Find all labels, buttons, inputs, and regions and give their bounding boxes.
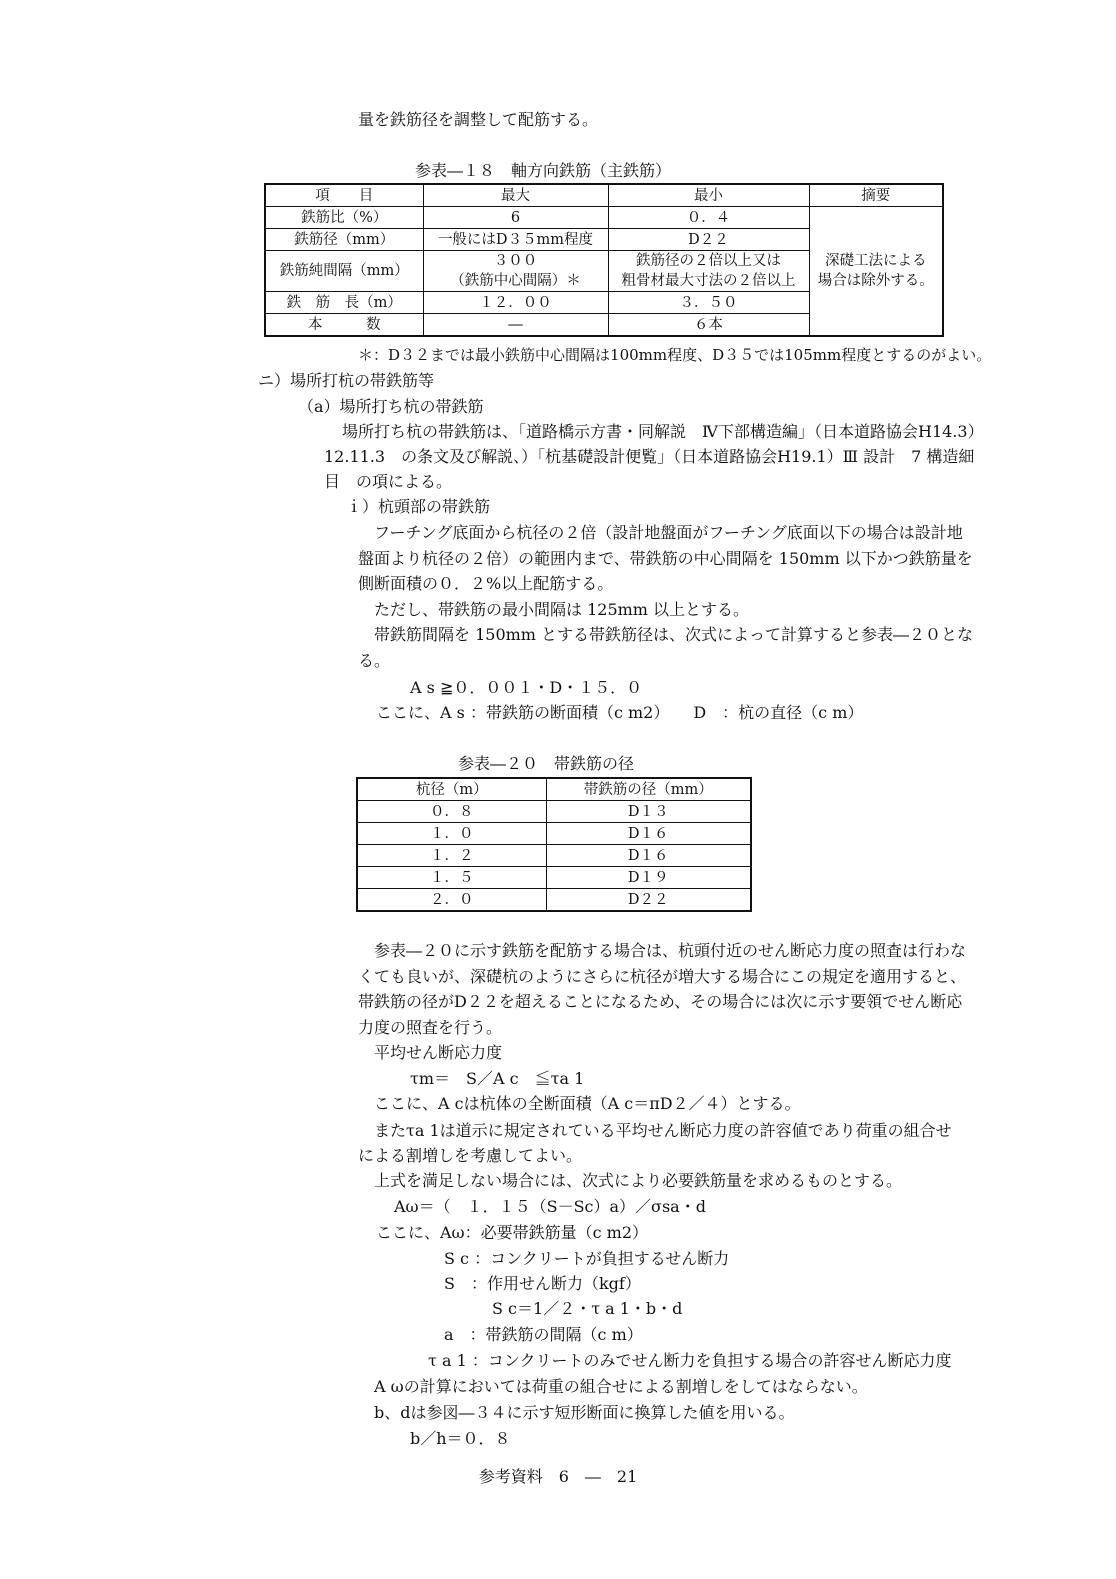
paragraph-line: またτa 1は道示に規定されている平均せん断応力度の許容値であり荷重の組合せ xyxy=(374,1121,952,1140)
table-cell: D１６ xyxy=(546,823,751,845)
definition-line: S ：作用せん断力（kgf） xyxy=(444,1274,641,1293)
table20-caption: 参表―２０ 帯鉄筋の径 xyxy=(458,754,635,773)
formula: Aω＝（ １．１５（S－Sc）a）／σsa・d xyxy=(394,1197,706,1216)
paragraph-line: 上式を満足しない場合には、次式により必要鉄筋量を求めるものとする。 xyxy=(374,1171,903,1190)
paragraph-line: b、dは参図―３４に示す短形断面に換算した値を用いる。 xyxy=(374,1403,795,1422)
cell-line: 鉄筋径の２倍以上又は xyxy=(636,253,781,269)
table-row xyxy=(357,867,751,889)
cell-line: 粗骨材最大寸法の２倍以上 xyxy=(621,273,796,289)
paragraph-line: 力度の照査を行う。 xyxy=(358,1018,503,1037)
paragraph-line: 12.11.3 の条文及び解説、）「杭基礎設計便覧」（日本道路協会H19.1）Ⅲ 設計 7 構造細 xyxy=(324,447,975,466)
definition-line: τ a 1 ：コンクリートのみでせん断力を負担する場合の許容せん断応力度 xyxy=(428,1351,952,1370)
table18-caption: 参表―１８ 軸方向鉄筋（主鉄筋） xyxy=(415,161,672,180)
paragraph-line: る。 xyxy=(358,651,391,670)
section-heading: ニ）場所打杭の帯鉄筋等 xyxy=(258,371,435,390)
table-cell: D１６ xyxy=(546,845,751,867)
table-cell: １．５ xyxy=(357,867,546,889)
table-cell: 一般にはD３５mm程度 xyxy=(423,229,608,251)
paragraph-line: 帯鉄筋間隔を 150mm とする帯鉄筋径は、次式によって計算すると参表―２０とな xyxy=(374,625,974,644)
table-header-cell: 杭径（m） xyxy=(357,778,546,801)
table-cell: 鉄筋径（mm） xyxy=(265,229,423,251)
table-row xyxy=(357,845,751,867)
paragraph-line: 目 の項による。 xyxy=(324,472,453,491)
definition-line: S c＝1／２・τ a 1・b・d xyxy=(492,1299,683,1318)
paragraph-line: 側断面積の０．２%以上配筋する。 xyxy=(358,574,614,593)
paragraph-line: 参表―２０に示す鉄筋を配筋する場合は、杭頭付近のせん断応力度の照査は行わな xyxy=(374,941,967,960)
table-cell: ２．０ xyxy=(357,889,546,912)
subheading: 平均せん断応力度 xyxy=(374,1043,503,1062)
table-row xyxy=(357,823,751,845)
table-header-cell: 最小 xyxy=(608,184,809,207)
table-cell: １２．００ xyxy=(423,292,608,314)
table18-note: ＊：D３２までは最小鉄筋中心間隔は100mm程度、D３５では105mm程度とするのがよい。 xyxy=(358,346,992,364)
paragraph-line: ここに、A cは杭体の全断面積（A c＝πD２／４）とする。 xyxy=(374,1094,801,1113)
table-cell xyxy=(423,251,608,292)
table-cell: 6 xyxy=(423,207,608,229)
table-cell: 鉄筋比（%） xyxy=(265,207,423,229)
table-cell: D２２ xyxy=(546,889,751,912)
table-cell: D１９ xyxy=(546,867,751,889)
subsection-heading: ｉ）杭頭部の帯鉄筋 xyxy=(346,497,491,516)
table-cell: D２２ xyxy=(608,229,809,251)
paragraph-line: 盤面より杭径の２倍）の範囲内まで、帯鉄筋の中心間隔を 150mm 以下かつ鉄筋量を xyxy=(358,549,973,568)
cell-line: ３００ xyxy=(493,253,538,269)
cell-line: （鉄筋中心間隔）＊ xyxy=(450,273,581,289)
paragraph-line: ただし、帯鉄筋の最小間隔は 125mm 以上とする。 xyxy=(374,600,750,619)
formula-definition: ここに、A s ：帯鉄筋の断面積（c m2） D ：杭の直径（c m） xyxy=(376,703,864,722)
table-cell: ６本 xyxy=(608,314,809,337)
formula: A s ≧０．００１・D・１５．０ xyxy=(410,678,643,697)
table-cell: D１３ xyxy=(546,801,751,823)
table-cell: １．２ xyxy=(357,845,546,867)
table-cell: 本 数 xyxy=(265,314,423,337)
paragraph-line: 場所打ち杭の帯鉄筋は、「道路橋示方書・同解説 Ⅳ下部構造編」（日本道路協会H14.3） xyxy=(342,422,984,441)
table-cell: ３．５０ xyxy=(608,292,809,314)
table-header-row xyxy=(265,184,943,207)
table-cell: ― xyxy=(423,314,608,337)
definition-line: a ：帯鉄筋の間隔（c m） xyxy=(444,1325,643,1344)
paragraph-line: くても良いが、深礎杭のようにさらに杭径が増大する場合にこの規定を適用すると、 xyxy=(358,967,967,986)
formula: τm＝ S／A c ≦τa 1 xyxy=(410,1069,585,1088)
table-header-cell: 項 目 xyxy=(265,184,423,207)
definition-line: ここに、Aω：必要帯鉄筋量（c m2） xyxy=(376,1223,649,1242)
table-cell: 鉄 筋 長（m） xyxy=(265,292,423,314)
table-cell: ０．４ xyxy=(608,207,809,229)
table-cell: １．０ xyxy=(357,823,546,845)
paragraph-line: A ωの計算においては荷重の組合せによる割増しをしてはならない。 xyxy=(374,1377,868,1396)
formula: b／h＝０．８ xyxy=(410,1429,511,1448)
table-remark-cell xyxy=(809,207,943,337)
table-cell: ０．８ xyxy=(357,801,546,823)
paragraph-line: による割増しを考慮してよい。 xyxy=(358,1146,583,1165)
paragraph-line: 帯鉄筋の径がD２２を超えることになるため、その場合には次に示す要領でせん断応 xyxy=(358,992,963,1011)
table-row xyxy=(357,889,751,912)
table-header-cell: 摘要 xyxy=(809,184,943,207)
table-header-row xyxy=(357,778,751,801)
table-header-cell: 帯鉄筋の径（mm） xyxy=(546,778,751,801)
definition-line: S c ：コンクリートが負担するせん断力 xyxy=(444,1249,730,1268)
table-row xyxy=(265,207,943,229)
table-20 xyxy=(356,777,752,912)
subsection-heading: （a）場所打ち杭の帯鉄筋 xyxy=(298,397,484,416)
page-footer: 参考資料 6 ― 21 xyxy=(478,1467,638,1486)
table-header-cell: 最大 xyxy=(423,184,608,207)
remark-line: 深礎工法による xyxy=(825,253,927,269)
table-row xyxy=(357,801,751,823)
table-18 xyxy=(264,183,944,337)
intro-line: 量を鉄筋径を調整して配筋する。 xyxy=(358,110,599,129)
table-cell xyxy=(608,251,809,292)
paragraph-line: フーチング底面から杭径の２倍（設計地盤面がフーチング底面以下の場合は設計地 xyxy=(374,523,963,542)
table-cell: 鉄筋純間隔（mm） xyxy=(265,251,423,292)
remark-line: 場合は除外する。 xyxy=(817,273,934,289)
